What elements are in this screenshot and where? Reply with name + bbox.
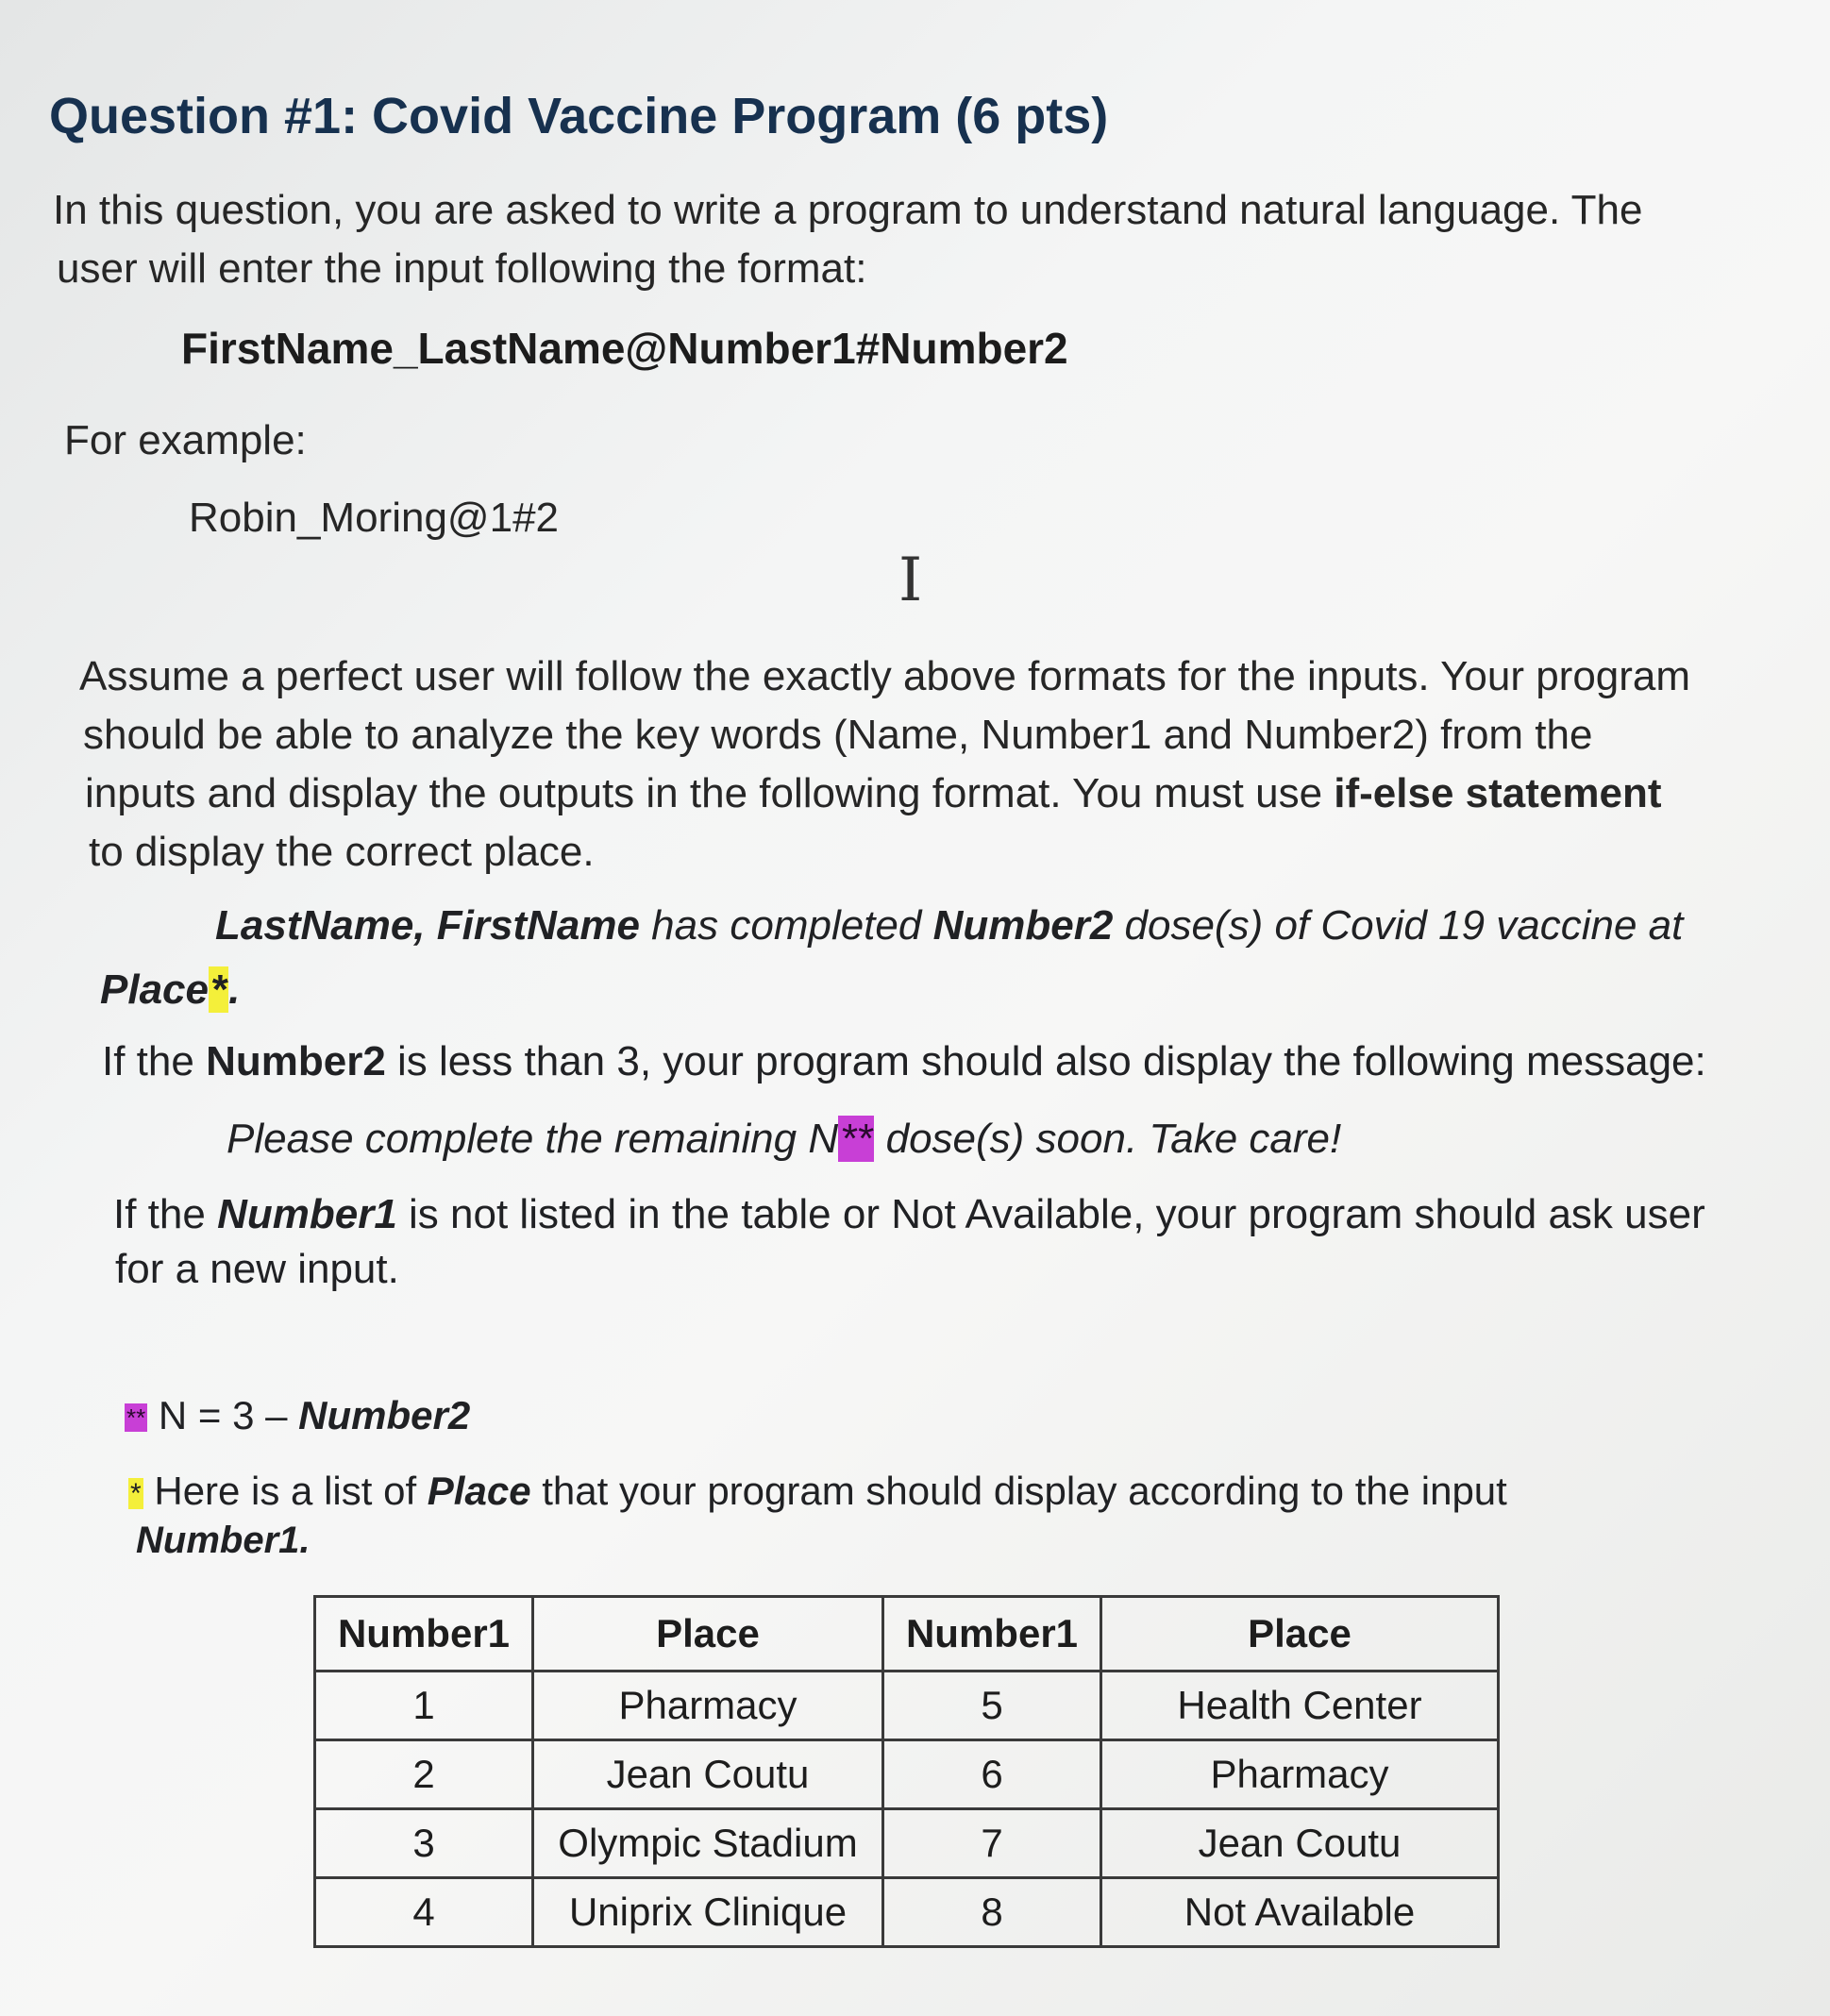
- place-asterisk-marker: *: [210, 966, 227, 1013]
- table-header-row: [315, 1597, 1499, 1672]
- intro-line-1: In this question, you are asked to write a program to understand natural language. The: [53, 187, 1643, 233]
- output-text-2: dose(s) of Covid 19 vaccine at: [1113, 902, 1684, 949]
- table-cell: 8: [883, 1878, 1101, 1947]
- condition-number1-line-1: [113, 1191, 1705, 1238]
- table-cell: Olympic Stadium: [533, 1809, 883, 1878]
- note-place-marker: *: [130, 1477, 142, 1509]
- condition-number1-keyword: Number1: [217, 1191, 397, 1237]
- table-cell: Health Center: [1101, 1672, 1499, 1740]
- table-row: [315, 1878, 1499, 1947]
- note-n-formula: [125, 1393, 470, 1438]
- output-number2: Number2: [932, 902, 1114, 949]
- assume-line-2: should be able to analyze the key words (Name, Number1 and Number2) from the: [83, 712, 1593, 758]
- output-format-line-1: [215, 902, 1683, 949]
- header-place-left: Place: [533, 1597, 883, 1672]
- table-cell: 4: [315, 1878, 533, 1947]
- note-n-text: N = 3 –: [147, 1393, 299, 1437]
- assume-line-3-text: inputs and display the outputs in the following format. You must use: [85, 770, 1335, 816]
- condition-number2-suffix: is less than 3, your program should also display the following message:: [385, 1038, 1706, 1084]
- input-format: FirstName_LastName@Number1#Number2: [181, 324, 1068, 373]
- example-value: Robin_Moring@1#2: [189, 495, 560, 541]
- n-double-asterisk-marker: **: [840, 1116, 873, 1162]
- intro-line-2: user will enter the input following the format:: [57, 245, 867, 292]
- table-row: [315, 1672, 1499, 1740]
- table-cell: 3: [315, 1809, 533, 1878]
- assume-line-3: [85, 764, 1662, 823]
- condition-number2: [102, 1038, 1706, 1085]
- table-cell: Not Available: [1101, 1878, 1499, 1947]
- output-format-line-2: [100, 966, 240, 1014]
- header-number1-right: Number1: [883, 1597, 1101, 1672]
- table-row: [315, 1809, 1499, 1878]
- table-cell: Jean Coutu: [1101, 1809, 1499, 1878]
- condition-number1-line-2: for a new input.: [115, 1246, 399, 1292]
- assume-line-4: to display the correct place.: [89, 829, 595, 875]
- condition-number2-prefix: If the: [102, 1038, 207, 1084]
- place-table: [313, 1595, 1500, 1948]
- table-cell: 2: [315, 1740, 533, 1809]
- question-title: Question #1: Covid Vaccine Program (6 pts): [49, 88, 1109, 144]
- header-place-right: Place: [1101, 1597, 1499, 1672]
- text-cursor-icon: I: [898, 546, 923, 615]
- output-period: .: [228, 966, 241, 1013]
- note-n-marker: **: [126, 1403, 146, 1433]
- table-cell: 1: [315, 1672, 533, 1740]
- note-place-line-1: [128, 1469, 1507, 1514]
- note-place-text-b: that your program should display according to the input: [530, 1469, 1507, 1513]
- note-place-keyword: Place: [427, 1469, 531, 1513]
- output-lastname-firstname: LastName, FirstName: [215, 902, 640, 949]
- table-cell: Uniprix Clinique: [533, 1878, 883, 1947]
- table-cell: 5: [883, 1672, 1101, 1740]
- message-before: Please complete the remaining N: [227, 1116, 839, 1162]
- remaining-dose-message: [227, 1116, 1341, 1163]
- note-place-text-a: Here is a list of: [143, 1469, 428, 1513]
- message-after: dose(s) soon. Take care!: [874, 1116, 1342, 1162]
- example-label: For example:: [64, 417, 307, 463]
- table-cell: Jean Coutu: [533, 1740, 883, 1809]
- condition-number2-keyword: Number2: [206, 1038, 386, 1084]
- table-row: [315, 1740, 1499, 1809]
- output-place: Place: [100, 966, 209, 1013]
- if-else-keyword: if-else statement: [1334, 770, 1662, 816]
- table-cell: 7: [883, 1809, 1101, 1878]
- table-cell: 6: [883, 1740, 1101, 1809]
- output-text-1: has completed: [639, 902, 933, 949]
- table-cell: Pharmacy: [533, 1672, 883, 1740]
- note-place-line-2: Number1.: [136, 1520, 311, 1561]
- condition-number1-prefix: If the: [113, 1191, 218, 1237]
- condition-number1-suffix: is not listed in the table or Not Available, your program should ask user: [396, 1191, 1705, 1237]
- assume-line-1: Assume a perfect user will follow the exactly above formats for the inputs. Your program: [79, 653, 1691, 699]
- note-n-keyword: Number2: [298, 1393, 471, 1437]
- header-number1-left: Number1: [315, 1597, 533, 1672]
- table-cell: Pharmacy: [1101, 1740, 1499, 1809]
